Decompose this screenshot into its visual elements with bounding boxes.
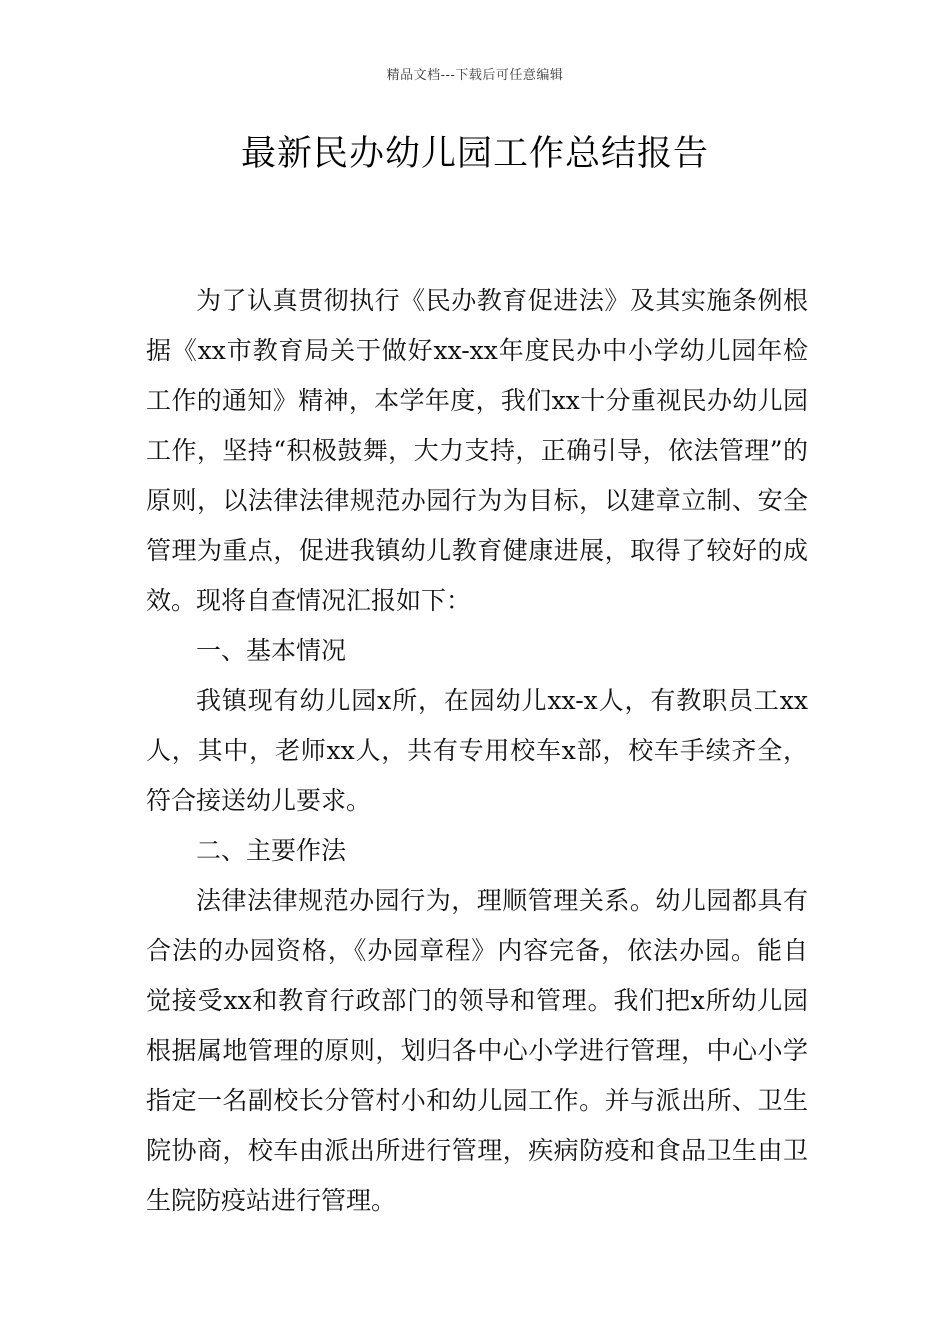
page-header: 精品文档---下载后可任意编辑 xyxy=(386,68,564,83)
paragraph-intro: 为了认真贯彻执行《民办教育促进法》及其实施条例根据《xx市教育局关于做好xx-xx年度民办中小学幼儿园年检工作的通知》精神，本学年度，我们xx十分重视民办幼儿园工作，坚持“积极鼓舞，大力支持，正确引导，依法管理”的原则，以法律法律规范办园行为为目标，以建章立制、安全管理为重点，促进我镇幼儿教育健康进展，取得了较好的成效。现将自查情况汇报如下： xyxy=(146,286,808,615)
paragraph-basic-situation: 我镇现有幼儿园x所，在园幼儿xx-x人，有教职员工xx人，其中，老师xx人，共有专用校车x部，校车手续齐全，符合接送幼儿要求。 xyxy=(146,686,808,815)
document-body xyxy=(146,276,808,1226)
document-title: 最新民办幼儿园工作总结报告 xyxy=(240,134,709,174)
section-heading-main-practices: 二、主要作法 xyxy=(196,836,347,865)
section-heading-basic-situation: 一、基本情况 xyxy=(196,636,347,665)
paragraph-main-practices: 法律法律规范办园行为，理顺管理关系。幼儿园都具有合法的办园资格，《办园章程》内容完备，依法办园。能自觉接受xx和教育行政部门的领导和管理。我们把x所幼儿园根据属地管理的原则，划归各中心小学进行管理，中心小学指定一名副校长分管村小和幼儿园工作。并与派出所、卫生院协商，校车由派出所进行管理，疾病防疫和食品卫生由卫生院防疫站进行管理。 xyxy=(146,886,808,1215)
